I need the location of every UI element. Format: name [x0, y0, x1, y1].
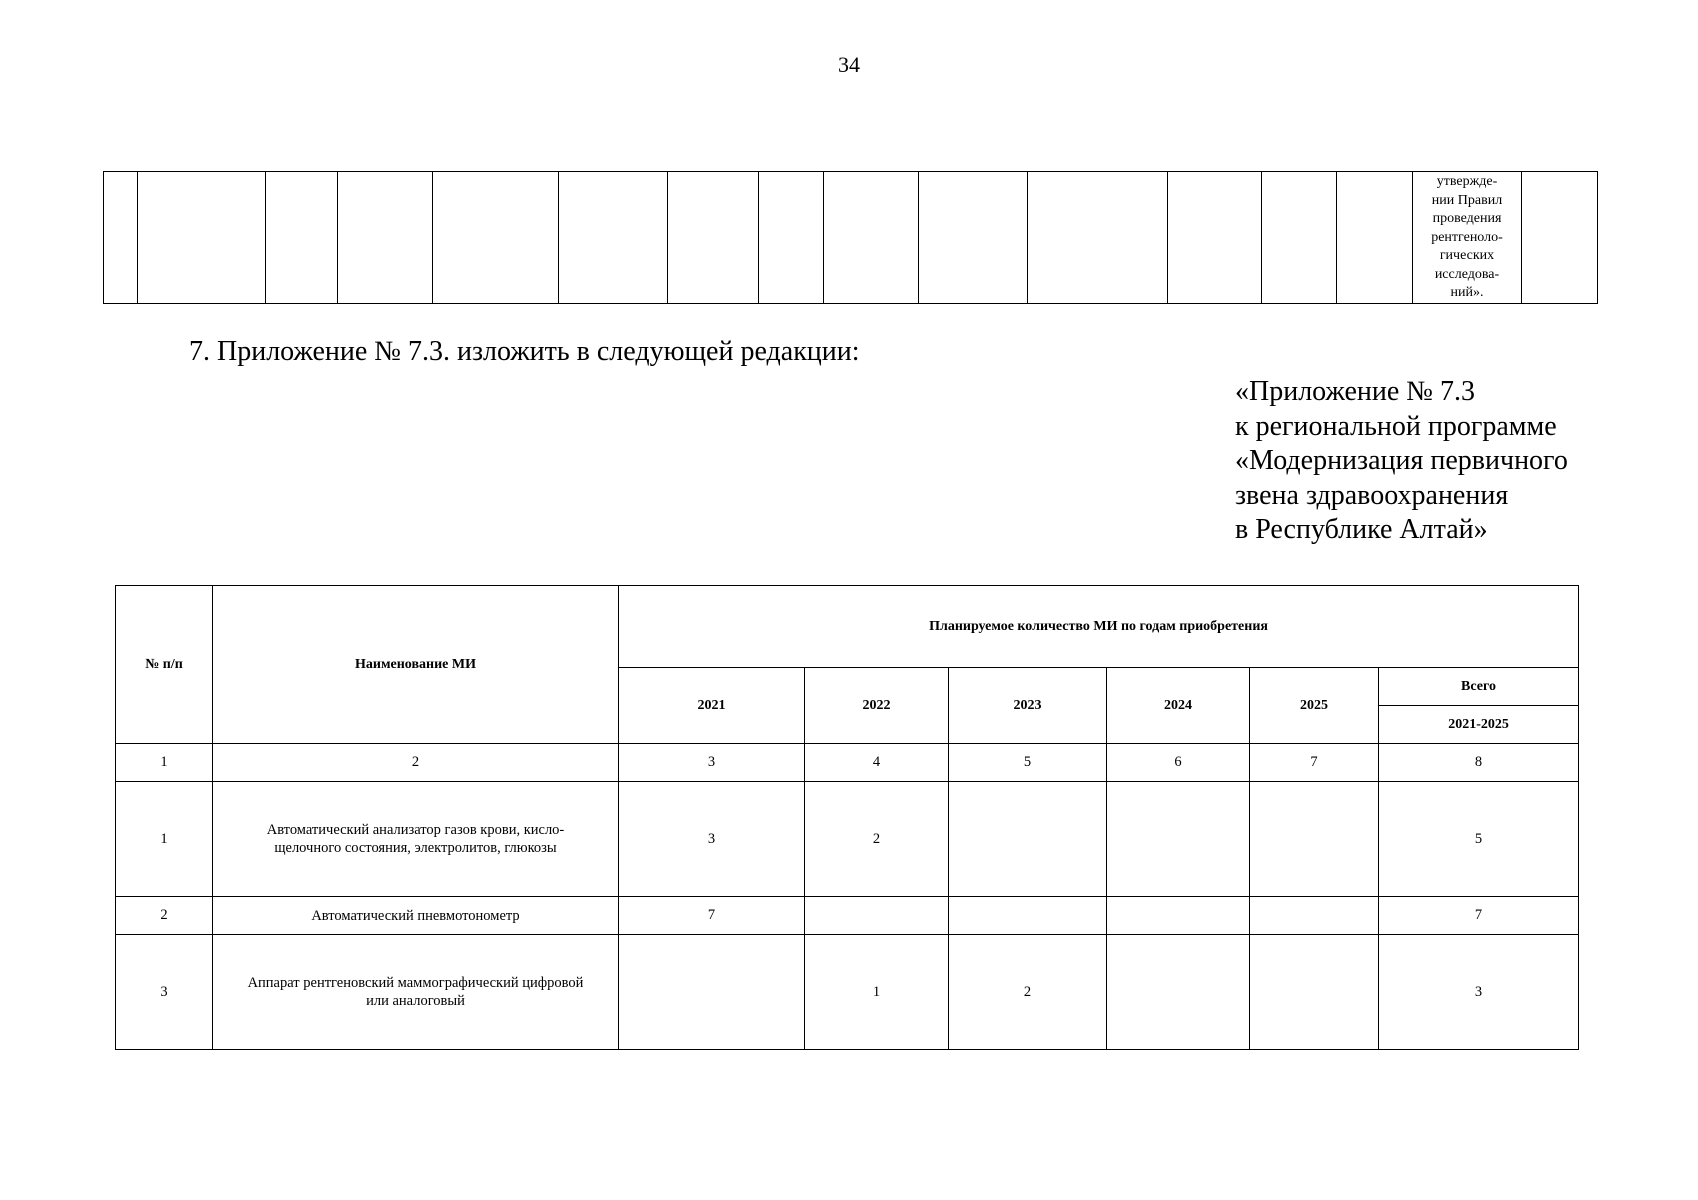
row-value: [1107, 897, 1250, 935]
header-num: № п/п: [116, 586, 213, 744]
header-group: Планируемое количество МИ по годам приобретения: [619, 586, 1579, 668]
row-total: 5: [1379, 782, 1579, 897]
continuation-line: нии Правил: [1431, 192, 1503, 208]
continuation-line: проведения: [1432, 211, 1502, 226]
empty-cell: [668, 172, 759, 304]
row-total: 3: [1379, 935, 1579, 1050]
table-row: [116, 897, 1579, 935]
row-value: [805, 897, 949, 935]
row-name-line: Автоматический пневмотонометр: [311, 907, 520, 924]
row-value: [1250, 935, 1379, 1050]
empty-cell: [1262, 172, 1337, 304]
empty-cell: [138, 172, 266, 304]
table-row: [116, 782, 1579, 897]
row-value: 2: [805, 782, 949, 897]
continuation-line: утвержде-: [1436, 174, 1498, 189]
row-value: [1250, 782, 1379, 897]
header-total-range: 2021-2025: [1379, 706, 1579, 744]
table-row: [116, 935, 1579, 1050]
row-name-line: или аналоговый: [366, 993, 465, 1009]
continuation-line: рентгеноло-: [1431, 229, 1503, 245]
row-name-line: Автоматический анализатор газов крови, кисло-: [266, 822, 565, 838]
continuation-text-cell: [1413, 172, 1522, 304]
empty-cell: [759, 172, 824, 304]
header-year: 2025: [1250, 668, 1379, 744]
row-value: [1107, 782, 1250, 897]
row-value: [1107, 935, 1250, 1050]
annex-line: в Республике Алтай»: [1235, 514, 1488, 545]
continuation-line: ний».: [1450, 285, 1484, 300]
header-total: Всего: [1379, 668, 1579, 706]
continuation-table: [103, 171, 1598, 304]
instruction-paragraph: 7. Приложение № 7.3. изложить в следующей редакции:: [189, 336, 860, 367]
header-year: 2021: [619, 668, 805, 744]
row-name: [213, 897, 619, 935]
row-num: 2: [116, 897, 213, 935]
page-number: 34: [838, 52, 860, 77]
row-value: [1250, 897, 1379, 935]
column-number: 7: [1250, 744, 1379, 782]
row-name: [213, 782, 619, 897]
empty-cell: [824, 172, 919, 304]
column-number: 3: [619, 744, 805, 782]
empty-cell: [433, 172, 559, 304]
row-name-line: Аппарат рентгеновский маммографический цифровой: [247, 975, 584, 991]
annex-line: к региональной программе: [1235, 410, 1557, 442]
row-value: 1: [805, 935, 949, 1050]
row-value: 7: [619, 897, 805, 935]
empty-cell: [266, 172, 338, 304]
column-number: 1: [116, 744, 213, 782]
column-number: 6: [1107, 744, 1250, 782]
continuation-line: исследова-: [1434, 266, 1500, 282]
row-name: [213, 935, 619, 1050]
empty-cell: [1337, 172, 1413, 304]
header-year: 2022: [805, 668, 949, 744]
column-number: 4: [805, 744, 949, 782]
row-name-line: щелочного состояния, электролитов, глюкозы: [274, 840, 557, 856]
empty-cell: [919, 172, 1028, 304]
annex-line: «Приложение № 7.3: [1235, 376, 1475, 407]
header-year: 2024: [1107, 668, 1250, 744]
annex-heading: [1235, 375, 1568, 548]
column-number: 5: [949, 744, 1107, 782]
row-value: 2: [949, 935, 1107, 1050]
empty-cell: [1028, 172, 1168, 304]
column-number: 8: [1379, 744, 1579, 782]
continuation-line: гических: [1439, 248, 1495, 263]
empty-cell: [104, 172, 138, 304]
empty-cell: [338, 172, 433, 304]
empty-cell: [1168, 172, 1262, 304]
equipment-table: [115, 585, 1579, 1050]
empty-cell: [1522, 172, 1598, 304]
annex-line: «Модернизация первичного: [1235, 445, 1568, 476]
row-total: 7: [1379, 897, 1579, 935]
annex-line: звена здравоохранения: [1235, 479, 1509, 511]
header-name: Наименование МИ: [213, 586, 619, 744]
empty-cell: [559, 172, 668, 304]
row-value: 3: [619, 782, 805, 897]
row-value: [949, 782, 1107, 897]
column-number: 2: [213, 744, 619, 782]
row-value: [949, 897, 1107, 935]
row-num: 3: [116, 935, 213, 1050]
row-value: [619, 935, 805, 1050]
row-num: 1: [116, 782, 213, 897]
header-year: 2023: [949, 668, 1107, 744]
